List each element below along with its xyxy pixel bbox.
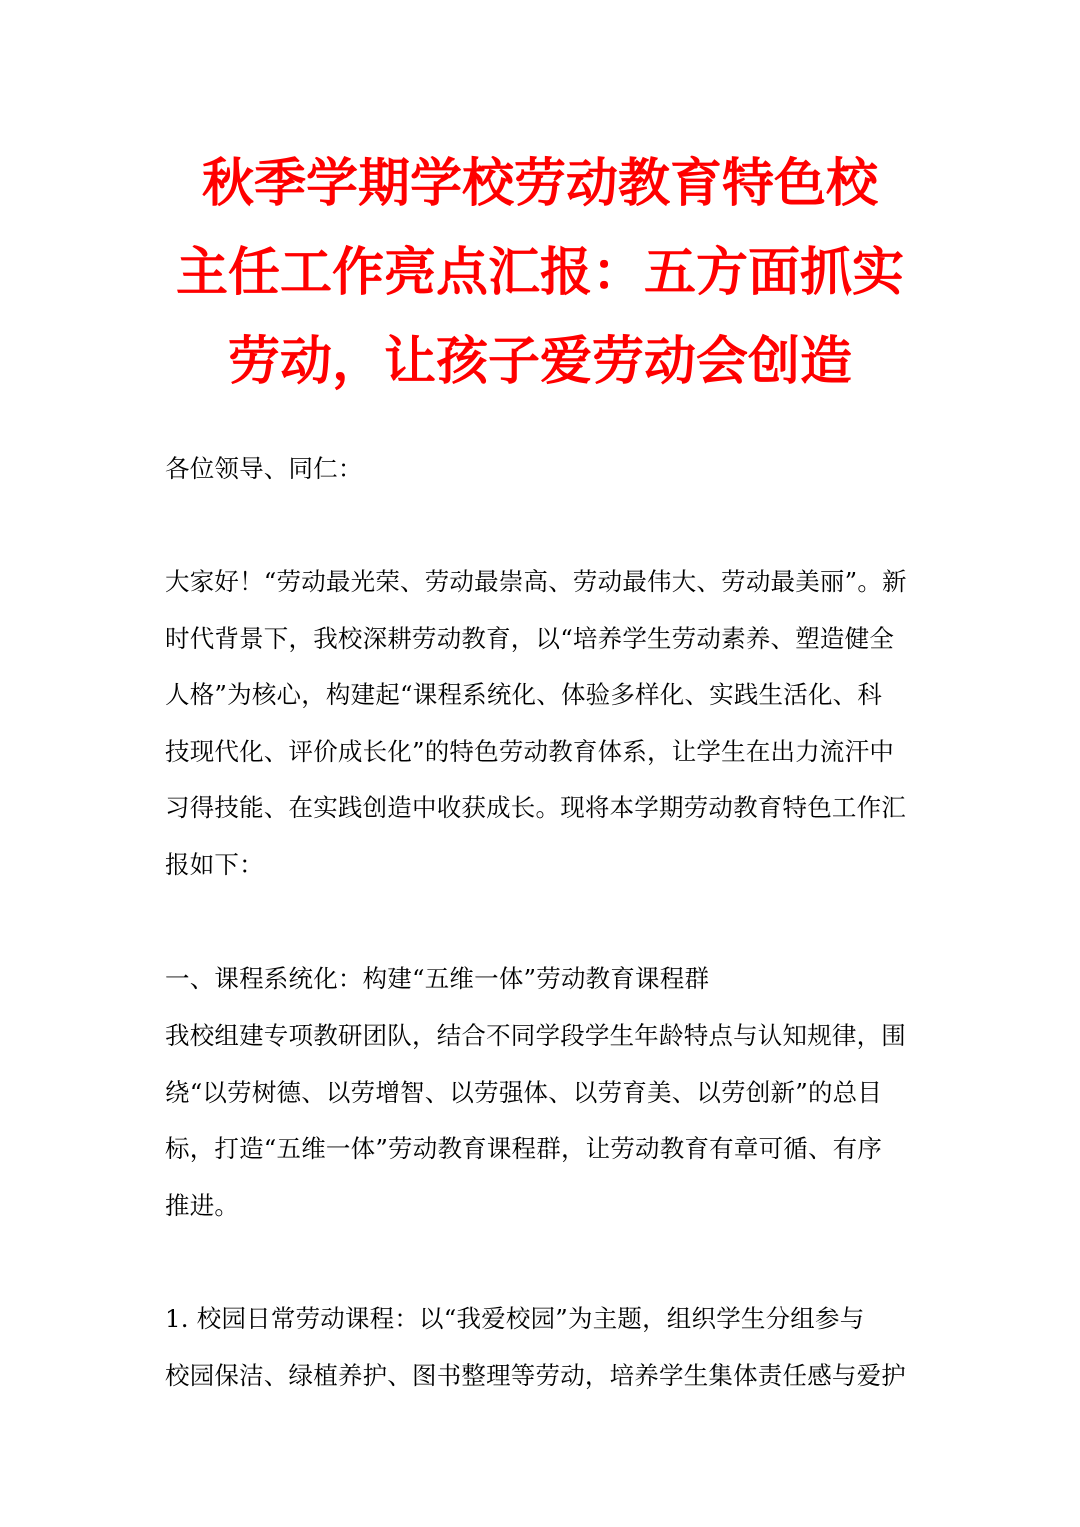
salutation	[165, 441, 917, 498]
paragraph-line: 绕“以劳树德、以劳增智、以劳强体、以劳育美、以劳创新”的总目	[165, 1077, 883, 1107]
paragraph-line: 技现代化、评价成长化”的特色劳动教育体系，让学生在出力流汗中	[165, 736, 895, 766]
paragraph-line: 我校组建专项教研团队，结合不同学段学生年龄特点与认知规律，围	[165, 1021, 906, 1050]
paragraph-line: 报如下：	[165, 849, 264, 879]
item-1-paragraph	[165, 1291, 917, 1404]
intro-paragraph	[165, 554, 917, 893]
paragraph-line: 大家好！“劳动最光荣、劳动最崇高、劳动最伟大、劳动最美丽”。新	[165, 567, 907, 596]
paragraph-line: 标，打造“五维一体”劳动教育课程群，让劳动教育有章可循、有序	[165, 1134, 883, 1163]
paragraph-line: 推进。	[165, 1190, 240, 1220]
document-title	[150, 140, 930, 407]
section-1-paragraph	[165, 1008, 917, 1234]
title-line: 劳动，让孩子爱劳动会创造	[227, 332, 852, 392]
paragraph-line: 校园保洁、绿植养护、图书整理等劳动，培养学生集体责任感与爱护	[165, 1360, 906, 1390]
paragraph-line: 时代背景下，我校深耕劳动教育，以“培养学生劳动素养、塑造健全	[165, 623, 895, 653]
section-heading-text: 一、课程系统化：构建“五维一体”劳动教育课程群	[165, 964, 710, 993]
title-line: 秋季学期学校劳动教育特色校	[201, 154, 878, 214]
paragraph-line: 习得技能、在实践创造中收获成长。现将本学期劳动教育特色工作汇	[165, 793, 906, 822]
paragraph-line: 人格”为核心，构建起“课程系统化、体验多样化、实践生活化、科	[165, 680, 883, 709]
salutation-text: 各位领导、同仁：	[165, 454, 363, 483]
title-line: 主任工作亮点汇报：五方面抓实	[175, 243, 904, 303]
paragraph-line: 1. 校园日常劳动课程：以“我爱校园”为主题，组织学生分组参与	[165, 1304, 865, 1333]
section-1-heading	[165, 951, 917, 1008]
